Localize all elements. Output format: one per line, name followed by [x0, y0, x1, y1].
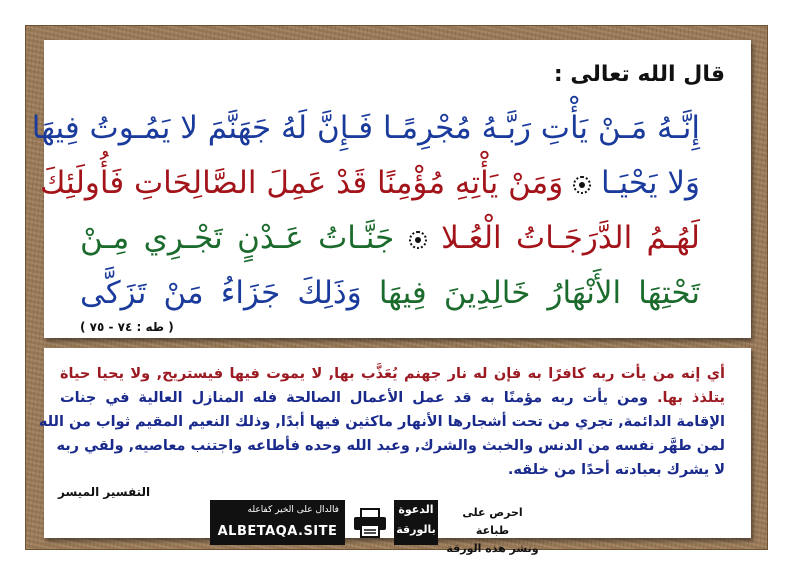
tafsir-segment: ومن يأت ربه مؤمنًا به قد عمل الأعمال الصالحة فله المنازل العالية في جنات — [60, 390, 649, 406]
verse-segment: وَذَلِكَ جَزَاءُ مَنْ تَزَكَّى — [80, 275, 362, 311]
verse-heading: قال الله تعالى : — [553, 62, 725, 87]
verse-segment: جَنَّـاتُ عَـدْنٍ تَجْـرِي مِـنْ — [80, 220, 395, 256]
tafsir-line-1 — [60, 364, 725, 385]
verse-segment: وَمَنْ يَأْتِهِ مُؤْمِنًا قَدْ عَمِلَ الصَّالِحَاتِ فَأُولَئِكَ — [39, 165, 564, 201]
logo-line: الدعوة — [398, 503, 434, 516]
verse-segment: وَلا يَحْيَـا — [600, 165, 700, 201]
print-reminder-line: ونشر هذه الورقة — [446, 542, 539, 555]
verse-line-3 — [80, 218, 700, 258]
verse-segment: لَهُـمُ الدَّرَجَـاتُ الْعُـلا — [441, 220, 700, 256]
tafsir-segment: أي إنه من يأت ربه كافرًا به فإن له نار جهنم يُعَذَّب بها, لا يموت فيها فيستريح, ولا يحيا حياة — [60, 366, 725, 382]
dawa-logo — [394, 500, 438, 545]
tafsir-line-2 — [60, 388, 725, 409]
printer-icon — [353, 508, 387, 538]
site-box — [210, 500, 345, 545]
logo-line: بالورقة — [396, 523, 436, 536]
print-reminder-line: احرص على طباعة — [462, 506, 523, 537]
tafsir-segment: لا يشرك بعبادته أحدًا من خلقه. — [507, 462, 725, 478]
tafsir-segment: لمن طهَّر نفسه من الدنس والخبث والشرك, وعبد الله وحده فأطاعه واجتنب معاصيه, ولقي ربه — [56, 438, 725, 454]
tafsir-line-3 — [38, 412, 725, 433]
tafsir-source: التفسير الميسر — [58, 485, 151, 499]
tafsir-line-5 — [60, 460, 725, 481]
site-url: ALBETAQA.SITE — [217, 524, 338, 539]
verse-segment: تَحْتِهَا الأَنْهَارُ خَالِدِينَ فِيهَا — [378, 275, 700, 311]
verse-reference: ( طه : ٧٤ - ٧٥ ) — [80, 320, 174, 334]
tafsir-segment: الإقامة الدائمة, تجري من تحت أشجارها الأنهار ماكثين فيها أبدًا, وذلك النعيم المقيم ثواب من الله — [38, 414, 725, 430]
tafsir-segment: يتلذذ بها. — [656, 390, 725, 406]
verse-line-1 — [31, 108, 700, 148]
footer-banner — [210, 500, 540, 555]
verse-segment: إِنَّـهُ مَـنْ يَأْتِ رَبَّـهُ مُجْرِمًـا فَـإِنَّ لَهُ جَهَنَّمَ لا يَمُـوتُ فِيهَا — [31, 110, 700, 146]
print-reminder — [445, 500, 540, 555]
verse-end-mark-icon — [573, 176, 591, 194]
site-tagline: فالدال على الخير كفاعله — [247, 505, 339, 515]
verse-line-2 — [39, 163, 700, 203]
verse-line-4 — [80, 273, 700, 313]
verse-end-mark-icon — [409, 231, 427, 249]
tafsir-line-4 — [56, 436, 725, 457]
